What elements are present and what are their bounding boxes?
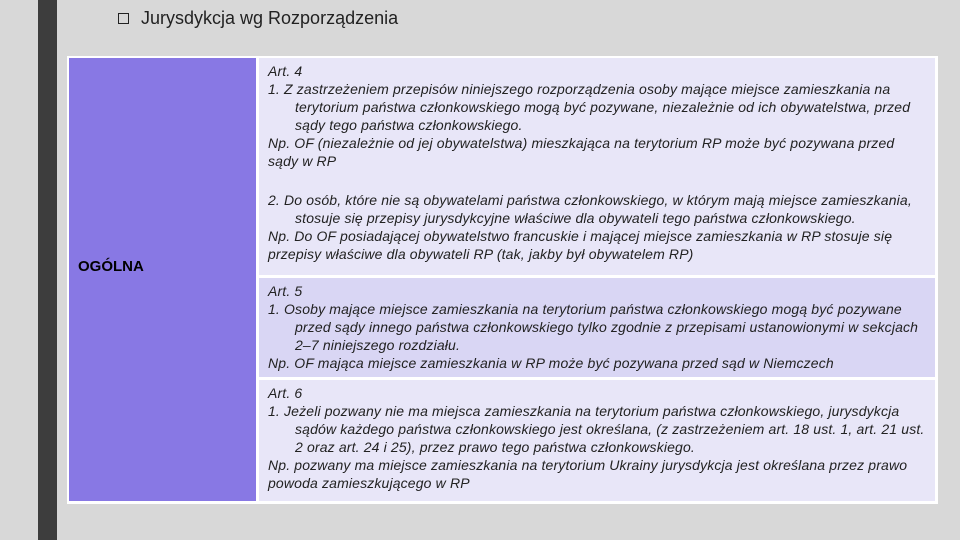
article-6-cell	[259, 380, 935, 501]
article-5-heading: Art. 5	[268, 283, 303, 299]
article-4-example-1: Np. OF (niezależnie od jej obywatelstwa) mieszkająca na terytorium RP może być pozywana przed sądy w RP	[268, 135, 895, 169]
checkbox-bullet-icon	[118, 13, 129, 24]
article-4-paragraph-2: 2. Do osób, które nie są obywatelami państwa członkowskiego, w którym mają miejsce zamieszkania, stosuje się przepisy jurysdykcyjne właściwe dla obywateli tego państwa członkowskiego.	[268, 192, 912, 226]
article-4-cell	[259, 58, 935, 275]
article-6-paragraph-1: 1. Jeżeli pozwany nie ma miejsca zamieszkania na terytorium państwa członkowskiego, jurysdykcja sądów każdego państwa członkowskiego jest określana, (z zastrzeżeniem art. 18 ust. 1, art. 21 ust. 2 oraz art. 24 i 25), przez prawo tego państwa członkowskiego.	[268, 403, 925, 455]
left-accent-bar	[38, 0, 57, 540]
article-5-example-1: Np. OF mająca miejsce zamieszkania w RP może być pozywana przed sąd w Niemczech	[268, 355, 834, 371]
article-4-paragraph-1: 1. Z zastrzeżeniem przepisów niniejszego rozporządzenia osoby mające miejsce zamieszkania na terytorium państwa członkowskiego mogą być pozywane, niezależnie od ich obywatelstwa, przed sądy tego państwa członkowskiego.	[268, 81, 911, 133]
category-label: OGÓLNA	[78, 258, 144, 275]
article-5-paragraph-1: 1. Osoby mające miejsce zamieszkania na terytorium państwa członkowskiego mogą być pozywane przed sądy innego państwa członkowskiego tylko zgodnie z przepisami ustanowionymi w sekcjach 2–7 niniejszego rozdziału.	[268, 301, 919, 353]
article-6-example-1: Np. pozwany ma miejsce zamieszkania na terytorium Ukrainy jurysdykcja jest określana przez prawo powoda zamieszkującego w RP	[268, 457, 908, 491]
slide-title-text: Jurysdykcja wg Rozporządzenia	[141, 8, 399, 28]
article-4-example-2: Np. Do OF posiadającej obywatelstwo francuskie i mającej miejsce zamieszkania w RP stosuje się przepisy właściwe dla obywateli RP (tak, jakby był obywatelem RP)	[268, 228, 893, 262]
article-5-cell	[259, 278, 935, 377]
article-4-heading: Art. 4	[268, 63, 303, 79]
category-cell	[69, 58, 256, 501]
slide-title	[118, 8, 398, 29]
article-6-heading: Art. 6	[268, 385, 303, 401]
content-table	[67, 56, 938, 504]
